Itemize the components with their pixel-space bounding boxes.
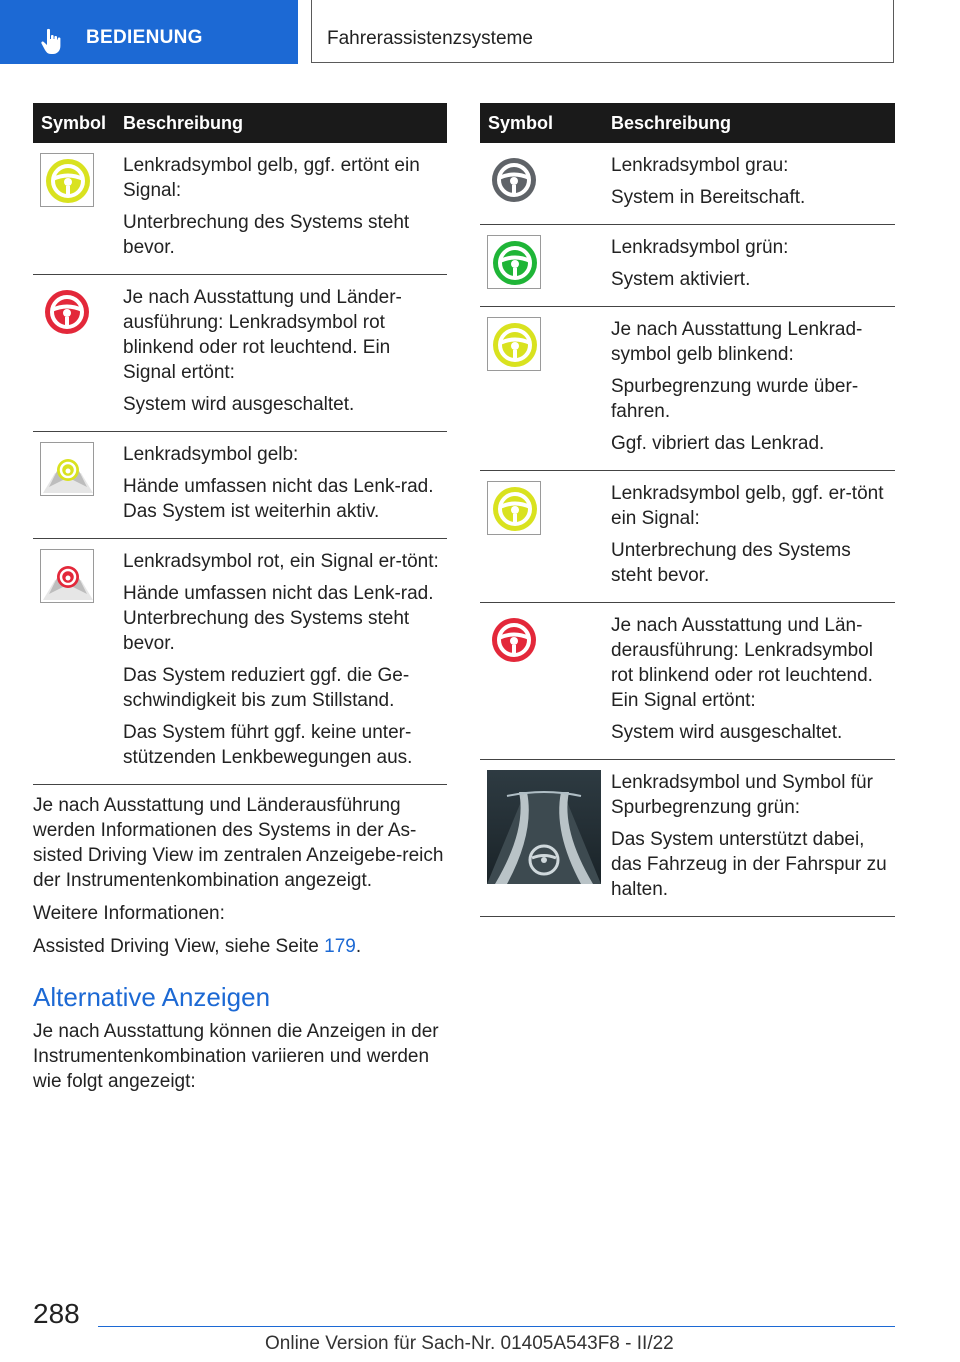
reference-suffix: .	[355, 936, 362, 957]
chapter-title: Fahrerassistenzsysteme	[327, 28, 533, 49]
row-text: System aktiviert.	[611, 269, 751, 290]
row-text: Lenkradsymbol gelb, ggf. er-tönt ein Signal:	[611, 483, 884, 529]
table-header-row	[33, 103, 447, 143]
row-text: System wird ausgeschaltet.	[123, 394, 355, 415]
chapter-header	[311, 0, 894, 63]
row-text: System wird ausgeschaltet.	[611, 722, 843, 743]
footer-divider	[98, 1326, 895, 1327]
column-header-symbol: Symbol	[480, 103, 603, 143]
column-header-symbol: Symbol	[33, 103, 115, 143]
body-paragraphs-2	[33, 1019, 447, 1102]
symbol-table-right	[480, 103, 895, 917]
table-row	[33, 539, 447, 785]
row-text: System in Bereitschaft.	[611, 187, 806, 208]
row-text: Lenkradsymbol gelb:	[123, 444, 299, 465]
paragraph	[33, 934, 447, 959]
row-text: Das System führt ggf. keine unter-stützenden Lenkbewegungen aus.	[123, 722, 413, 768]
column-header-description: Beschreibung	[115, 103, 447, 143]
section-heading: Alternative Anzeigen	[33, 982, 271, 1012]
row-text: Lenkradsymbol grau:	[611, 155, 789, 176]
row-text: Hände umfassen nicht das Lenk-rad. Das System ist weiterhin aktiv.	[123, 476, 434, 522]
steering-wheel-yellow-blink-icon	[487, 317, 541, 371]
paragraph: Je nach Ausstattung und Länderausführung werden Informationen des Systems in der As-sisted Driving View im zentralen Anzeigebe-reich der Instrumentenkombination angezeigt.	[33, 795, 444, 891]
page-link[interactable]: 179	[324, 936, 356, 957]
footer-version: Online Version für Sach-Nr. 01405A543F8 - II/22	[265, 1333, 674, 1354]
paragraph: Je nach Ausstattung können die Anzeigen in der Instrumentenkombination variieren und werden wie folgt angezeigt:	[33, 1021, 439, 1092]
row-text: Das System unterstützt dabei, das Fahrzeug in der Fahrspur zu halten.	[611, 829, 887, 900]
steering-wheel-green-icon	[487, 235, 541, 289]
symbol-table-left	[33, 103, 447, 785]
table-row	[480, 225, 895, 307]
row-text: Je nach Ausstattung Lenkrad-symbol gelb blinkend:	[611, 319, 863, 365]
steering-wheel-red-icon	[40, 285, 94, 339]
steering-wheel-red-icon	[487, 613, 541, 667]
hand-pointer-icon	[38, 26, 68, 56]
hands-on-wheel-red-icon	[40, 549, 94, 603]
table-row	[480, 471, 895, 603]
row-text: Je nach Ausstattung und Län-derausführung: Lenkradsymbol rot blinkend oder rot leuchtend. Ein Signal ertönt:	[611, 615, 873, 711]
table-header-row	[480, 103, 895, 143]
row-text: Lenkradsymbol grün:	[611, 237, 789, 258]
row-text: Ggf. vibriert das Lenkrad.	[611, 433, 825, 454]
paragraph: Weitere Informationen:	[33, 903, 225, 924]
hands-on-wheel-yellow-icon	[40, 442, 94, 496]
steering-wheel-grey-icon	[487, 153, 541, 207]
table-row	[33, 275, 447, 432]
row-text: Lenkradsymbol rot, ein Signal er-tönt:	[123, 551, 439, 572]
row-text: Das System reduziert ggf. die Ge-schwindigkeit bis zum Stillstand.	[123, 665, 410, 711]
table-row	[33, 432, 447, 539]
row-text: Je nach Ausstattung und Länder-ausführung: Lenkradsymbol rot blinkend oder rot leuchtend. Ein Signal ertönt:	[123, 287, 402, 383]
row-text: Hände umfassen nicht das Lenk-rad. Unterbrechung des Systems steht bevor.	[123, 583, 434, 654]
steering-wheel-yellow-icon	[487, 481, 541, 535]
section-title: BEDIENUNG	[86, 27, 203, 48]
row-text: Lenkradsymbol und Symbol für Spurbegrenzung grün:	[611, 772, 873, 818]
row-text: Unterbrechung des Systems steht bevor.	[123, 212, 410, 258]
body-paragraphs	[33, 793, 447, 967]
lane-assist-display-icon	[487, 770, 601, 884]
table-row	[480, 143, 895, 225]
row-text: Lenkradsymbol gelb, ggf. ertönt ein Signal:	[123, 155, 420, 201]
steering-wheel-yellow-icon	[40, 153, 94, 207]
page-number: 288	[33, 1298, 80, 1329]
column-header-description: Beschreibung	[603, 103, 895, 143]
table-row	[33, 143, 447, 275]
table-row	[480, 760, 895, 917]
table-row	[480, 307, 895, 471]
row-text: Unterbrechung des Systems steht bevor.	[611, 540, 851, 586]
table-row	[480, 603, 895, 760]
section-tab	[0, 0, 298, 64]
row-text: Spurbegrenzung wurde über-fahren.	[611, 376, 859, 422]
reference-text: Assisted Driving View, siehe Seite	[33, 936, 325, 957]
